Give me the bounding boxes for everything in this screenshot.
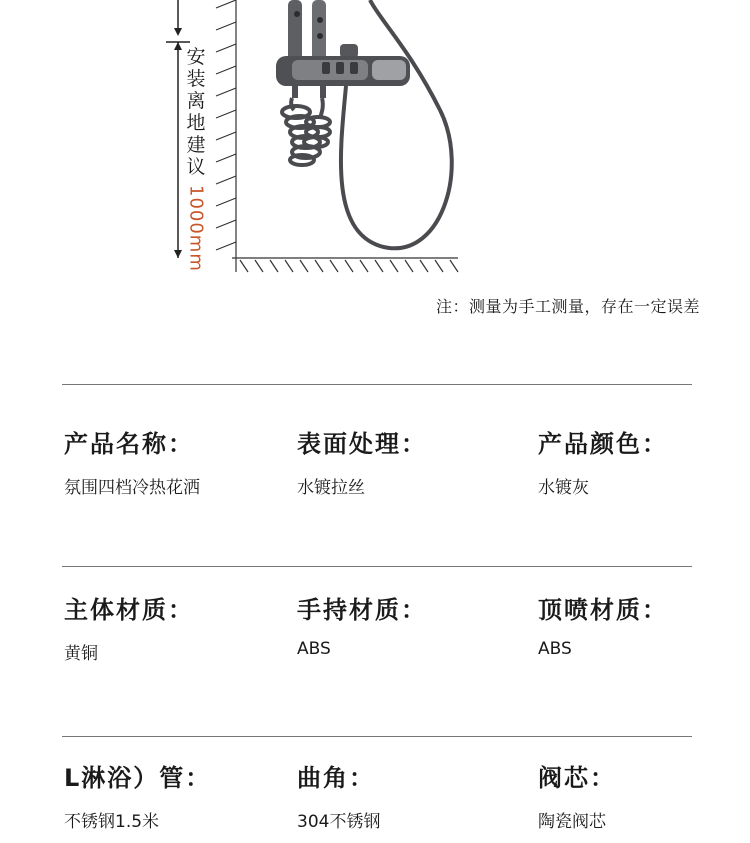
install-height-char: 地 — [186, 112, 206, 134]
spec-value: 陶瓷阀芯 — [538, 812, 606, 832]
spec-top-spray-material — [538, 590, 750, 659]
spec-product-color — [538, 424, 750, 498]
shower-product-illustration — [0, 0, 750, 290]
spec-surface-treatment — [297, 424, 517, 498]
wall-hatching — [216, 0, 236, 272]
spec-value: ABS — [297, 639, 331, 659]
spec-label: 阀芯： — [538, 764, 616, 792]
spec-shower-pipe — [64, 758, 284, 832]
divider — [62, 736, 692, 737]
spec-label: L淋浴）管： — [64, 764, 212, 792]
spec-handheld-material — [297, 590, 517, 659]
spec-label: 产品名称： — [64, 430, 194, 458]
spec-value: 不锈钢1.5米 — [64, 812, 160, 832]
spec-valve-core — [538, 758, 750, 832]
shower-hose — [341, 0, 452, 248]
spec-label: 产品颜色： — [538, 430, 668, 458]
spec-value: 氛围四档冷热花洒 — [64, 478, 200, 498]
install-height-char: 安 — [186, 46, 206, 68]
spec-label: 手持材质： — [297, 596, 427, 624]
divider — [62, 384, 692, 385]
coiled-hose — [282, 98, 330, 165]
spec-value: 黄铜 — [64, 644, 98, 664]
spec-product-name — [64, 424, 284, 498]
install-height-char: 建 — [186, 134, 206, 156]
shower-column — [276, 0, 410, 98]
floor-hatching — [232, 258, 458, 272]
spec-body-material — [64, 590, 284, 664]
spec-label: 主体材质： — [64, 596, 194, 624]
spec-value: ABS — [538, 639, 572, 659]
spec-value: 水镀灰 — [538, 478, 589, 498]
install-height-char: 议 — [186, 156, 206, 178]
install-height-note — [184, 48, 208, 274]
measurement-note: 注：测量为手工测量，存在一定误差 — [435, 297, 700, 316]
spec-bend — [297, 758, 517, 832]
divider — [62, 566, 692, 567]
install-height-value: 1000mm — [185, 184, 207, 272]
spec-value: 水镀拉丝 — [297, 478, 365, 498]
spec-label: 曲角： — [297, 764, 375, 792]
install-height-char: 离 — [186, 90, 206, 112]
spec-label: 表面处理： — [297, 430, 427, 458]
spec-label: 顶喷材质： — [538, 596, 668, 624]
install-height-char: 装 — [186, 68, 206, 90]
spec-value: 304不锈钢 — [297, 812, 381, 832]
